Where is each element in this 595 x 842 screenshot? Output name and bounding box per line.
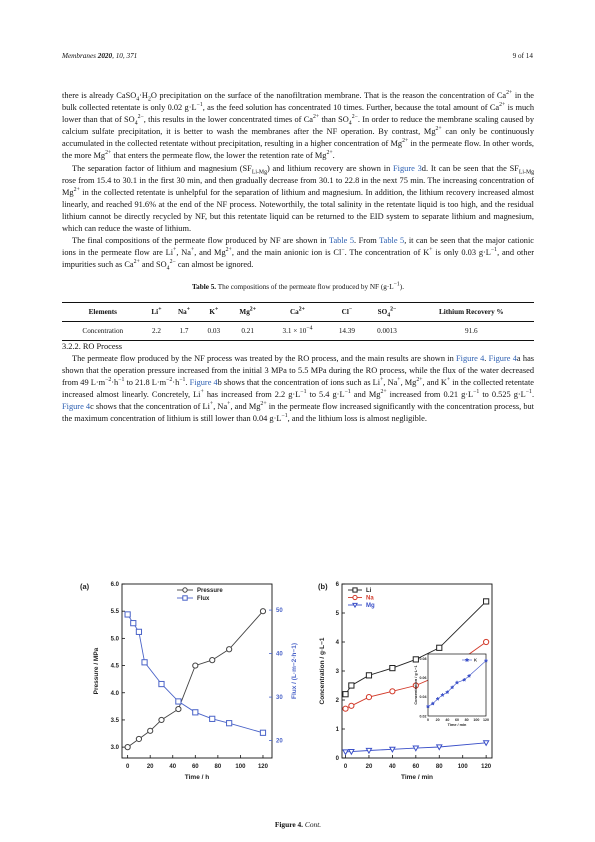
data-point-flux <box>176 699 181 704</box>
y2-tick-label-a: 20 <box>276 738 283 745</box>
data-point-mg <box>413 746 418 751</box>
x-tick-label-b: 40 <box>389 764 396 770</box>
y-tick-label-b: 0 <box>335 756 339 762</box>
y-tick-label-a: 4.5 <box>110 663 119 670</box>
inset-legend-label: K <box>474 657 478 663</box>
data-point-flux <box>227 721 232 726</box>
data-point-mg <box>366 748 371 753</box>
data-point-flux <box>193 710 198 715</box>
panel-label-b: (b) <box>318 582 328 591</box>
legend-marker-pressure <box>183 588 187 592</box>
table-header-cell: Lithium Recovery % <box>409 302 534 321</box>
y-axis-label-a: Pressure / MPa <box>93 647 100 695</box>
figure-4-link[interactable]: Figure 4 <box>62 402 91 412</box>
page-number: 9 of 14 <box>512 52 533 60</box>
legend-label-mg: Mg <box>366 603 375 610</box>
inset-x-tick-label: 100 <box>473 718 480 722</box>
y-tick-label-b: 6 <box>335 582 339 588</box>
x-tick-label-a: 0 <box>125 764 130 770</box>
figure-4-link[interactable]: Figure 4 <box>189 377 218 387</box>
legend-label-pressure: Pressure <box>197 588 223 595</box>
legend-marker-li <box>353 588 357 592</box>
inset-y-tick-label: 0.02 <box>419 714 427 719</box>
figure-caption: Figure 4. Cont. <box>274 820 322 829</box>
paragraph-4: The permeate flow produced by the NF process was treated by the RO process, and the main results are shown in Figure 4. Figure 4a has shown that the operation pressure increased from the initial 3 MPa to 5.5 MPa during the RO process, while the flux of the water decreased from 49 $L\cdot m^{-2}\cdot h^{-1}$ to 21.8 $L\cdot m^{-2}\cdot h^{-1}$. Figure 4b shows that the concentration of ions such as Li+, Na+, $Mg^{2+}$, and K+ in the collected retentate increased almost linearly. Concretely, Li+ has increased from 2.2 $g\cdot L^{-1}$ to 5.4 $g\cdot L^{-1}$ and $Mg^{2+}$ increased from 0.21 $g\cdot L^{-1}$ to 0.525 $g\cdot L^{-1}$. Figure 4c shows that the concentration of Li+, Na+, and $Mg^{2+}$ in the permeate flow increased significantly with the concentration process, but the maximum concentration of lithium is still lower than 0.04 $g\cdot L^{-1}$, and the lithium loss is almost negligible. <box>62 353 535 424</box>
inset-x-tick-label: 60 <box>455 718 459 722</box>
y-tick-label-b: 3 <box>335 669 339 675</box>
plot-frame-a <box>122 584 272 758</box>
data-point-na <box>390 689 395 694</box>
legend-marker-flux <box>183 596 187 600</box>
table-header-row <box>62 302 534 321</box>
table-cell: 91.6 <box>465 326 478 335</box>
table-cell: 14.39 <box>338 326 355 335</box>
y-tick-label-a: 3.0 <box>110 745 119 752</box>
data-point-pressure <box>136 736 141 741</box>
data-point-li <box>390 666 395 671</box>
paragraph-1: there is already $CaSO_4\cdot H_2O$ precipitation on the surface of the nanofiltration membrane. That is the reason the concentration of $Ca^{2+}$ in the bulk collected retentate is only 0.02 $g\cdot L^{-1}$, as the feed solution has concentrated 10 times. Further, because the total amount of $Ca^{2+}$ is much lower than that of $SO_4^{2-}$, this results in the lower concentrated times of $Ca^{2+}$ than $SO_4^{2-}$. In order to reduce the membrane scaling caused by calcium sulfate precipitation, it is better to wash the membranes after the NF operation. By contrast, $Mg^{2+}$ can only be continuously accumulated in the collected retentate without precipitation, resulting in a higher concentration of $Mg^{2+}$ in the permeate flow. In other words, the more $Mg^{2+}$ that enters the permeate flow, the lower the retention rate of $Mg^{2+}$. <box>62 90 535 161</box>
table-header-cell: Na+ <box>169 302 198 321</box>
data-point-mg <box>390 747 395 752</box>
data-point-pressure <box>148 728 153 733</box>
x-axis-label-b: Time / min <box>400 774 434 781</box>
y2-tick-label-a: 30 <box>276 695 283 702</box>
x-tick-label-a: 80 <box>214 764 222 770</box>
y2-tick-label-a: 50 <box>276 608 283 615</box>
x-tick-label-b: 80 <box>435 764 443 770</box>
data-point-mg <box>349 750 354 755</box>
data-point-na <box>343 706 348 711</box>
figure-4 <box>62 576 534 826</box>
inset-x-tick-label: 0 <box>427 718 429 722</box>
y-tick-label-b: 2 <box>335 698 339 704</box>
data-point-flux <box>136 629 141 634</box>
x-tick-label-a: 20 <box>146 764 154 770</box>
table-header-cell: K+ <box>199 302 229 321</box>
inset-frame <box>428 654 486 716</box>
data-point-pressure <box>193 663 198 668</box>
figure-4-link[interactable]: Figure 4 <box>488 353 517 363</box>
table-cell: Concentration <box>82 326 124 335</box>
legend-label-li: Li <box>366 588 372 595</box>
inset-y-axis-label: Concentration / g·L−1 <box>414 665 418 705</box>
table-cell: 0.03 <box>207 326 221 335</box>
data-point-li <box>437 645 442 650</box>
page-header <box>62 52 533 64</box>
data-point-flux <box>131 621 136 626</box>
data-point-pressure <box>227 647 232 652</box>
panel-label-a: (a) <box>80 582 90 591</box>
y2-tick-label-a: 40 <box>276 651 283 658</box>
table-caption: Table 5. The compositions of the permeate flow produced by NF $(g\cdot L^{-1})$. <box>192 282 404 292</box>
table-cell: 0.0013 <box>377 326 397 335</box>
figure-4-link[interactable]: Figure 4 <box>456 353 485 363</box>
inset-y-tick-label: 0.04 <box>419 695 427 700</box>
data-point-na <box>349 703 354 708</box>
composition-table <box>62 302 534 341</box>
x-tick-label-b: 100 <box>457 764 468 770</box>
data-point-na <box>366 695 371 700</box>
inset-x-axis-label: Time / min <box>447 723 467 727</box>
data-point-li <box>366 673 371 678</box>
table-5-link[interactable]: Table 5 <box>379 236 405 246</box>
x-tick-label-b: 0 <box>343 764 348 770</box>
article-body <box>62 90 534 425</box>
x-tick-label-b: 60 <box>412 764 420 770</box>
x-tick-label-b: 120 <box>481 764 492 770</box>
data-point-flux <box>125 612 130 617</box>
data-point-flux <box>260 730 265 735</box>
data-point-li <box>343 692 348 697</box>
section-heading: 3.2.2. RO Process <box>62 341 123 351</box>
y-tick-label-b: 4 <box>335 640 339 646</box>
table-header-cell: Elements <box>62 302 144 321</box>
data-point-mg <box>484 741 489 746</box>
legend-marker-na <box>353 595 357 599</box>
x-axis-label-a: Time / h <box>184 774 210 781</box>
inset-x-tick-label: 120 <box>483 718 489 722</box>
paragraph-2: The separation factor of lithium and magnesium $(SF_{Li-Mg})$ and lithium recovery are shown in Figure 3d. It can be seen that the $SF_{Li-Mg}$ rose from 15.4 to 30.1 in the first 30 min, and then gradually decrease from 30.1 to 22.8 in the next 75 min. The increasing concentration of $Mg^{2+}$ in the collected retentate is unhelpful for the separation of lithium and magnesium. In addition, the lithium recovery increased almost linearly, and reached 91.6% at the end of the NF process. Noteworthily, the total salinity in the retentate liquid is too high, and the residual lithium cannot be directly recycled by NF, but this retentate liquid can be returned to the EID system to separate lithium and magnesium, which can reduce the waste of lithium. <box>62 163 535 234</box>
table-cell: 1.7 <box>179 326 189 335</box>
y-tick-label-a: 5.0 <box>110 636 119 643</box>
table-header-cell: $SO_4^{2-}$ <box>365 302 408 321</box>
x-tick-label-a: 100 <box>235 764 246 770</box>
inset-y-tick-label: 0.08 <box>419 657 427 662</box>
journal-citation: Membranes 2020, 10, 371 <box>62 52 138 60</box>
inset-x-tick-label: 80 <box>464 718 469 722</box>
legend-label-na: Na <box>366 595 374 602</box>
data-point-pressure <box>176 706 181 711</box>
data-point-flux <box>210 716 215 721</box>
y2-axis-label-a: Flux / (L·m−2·h−1) <box>291 643 298 699</box>
y-tick-label-b: 5 <box>335 611 339 617</box>
y-tick-label-a: 6.0 <box>110 582 119 588</box>
data-point-flux <box>142 660 147 665</box>
data-point-li <box>349 683 354 688</box>
paragraph-3: The final compositions of the permeate flow produced by NF are shown in Table 5. From Table 5, it can be seen that the major cationic ions in the permeate flow are Li+, Na+, and $Mg^{2+}$, and the main anionic ion is Cl−. The concentration of K+ is only 0.03 $g\cdot L^{-1}$, and other impurities such as $Ca^{2+}$ and $SO_4^{2-}$ can almost be ignored. <box>62 236 535 272</box>
table-header-cell: $Ca^{2+}$ <box>266 302 328 321</box>
data-point-li <box>484 599 489 604</box>
data-point-pressure <box>125 745 130 750</box>
data-point-pressure <box>210 658 215 663</box>
y-axis-label-b: Concentration / g·L−1 <box>319 637 326 705</box>
data-point-pressure <box>159 717 164 722</box>
data-point-li <box>413 657 418 662</box>
legend-label-flux: Flux <box>197 596 210 603</box>
table-5-link[interactable]: Table 5 <box>328 236 355 246</box>
inset-x-tick-label: 20 <box>435 718 440 722</box>
table-cell: 2.2 <box>151 326 161 335</box>
y-tick-label-a: 5.5 <box>110 609 119 616</box>
y-tick-label-b: 1 <box>335 727 339 733</box>
data-point-pressure <box>260 609 265 614</box>
table-header-cell: Li+ <box>144 302 170 321</box>
table-cell: 0.21 <box>241 326 254 335</box>
legend-marker-mg <box>353 603 357 607</box>
inset-x-tick-label: 40 <box>445 718 450 722</box>
x-tick-label-b: 20 <box>365 764 373 770</box>
x-tick-label-a: 40 <box>169 764 177 770</box>
y-tick-label-a: 4.0 <box>110 690 119 697</box>
y-tick-label-a: 3.5 <box>110 717 119 724</box>
inset-y-tick-label: 0.06 <box>419 676 427 681</box>
x-tick-label-a: 60 <box>191 764 199 770</box>
data-point-mg <box>343 750 348 755</box>
table-header-cell: Cl− <box>329 302 366 321</box>
x-tick-label-a: 120 <box>257 764 268 770</box>
data-point-na <box>484 639 489 644</box>
table-row <box>62 321 534 340</box>
figure-3-link[interactable]: Figure 3 <box>393 163 422 173</box>
data-point-flux <box>159 681 164 686</box>
table-cell: $3.1 \times 10^{-4}$ <box>282 325 313 335</box>
data-point-mg <box>437 745 442 750</box>
table-header-cell: $Mg^{2+}$ <box>229 302 267 321</box>
